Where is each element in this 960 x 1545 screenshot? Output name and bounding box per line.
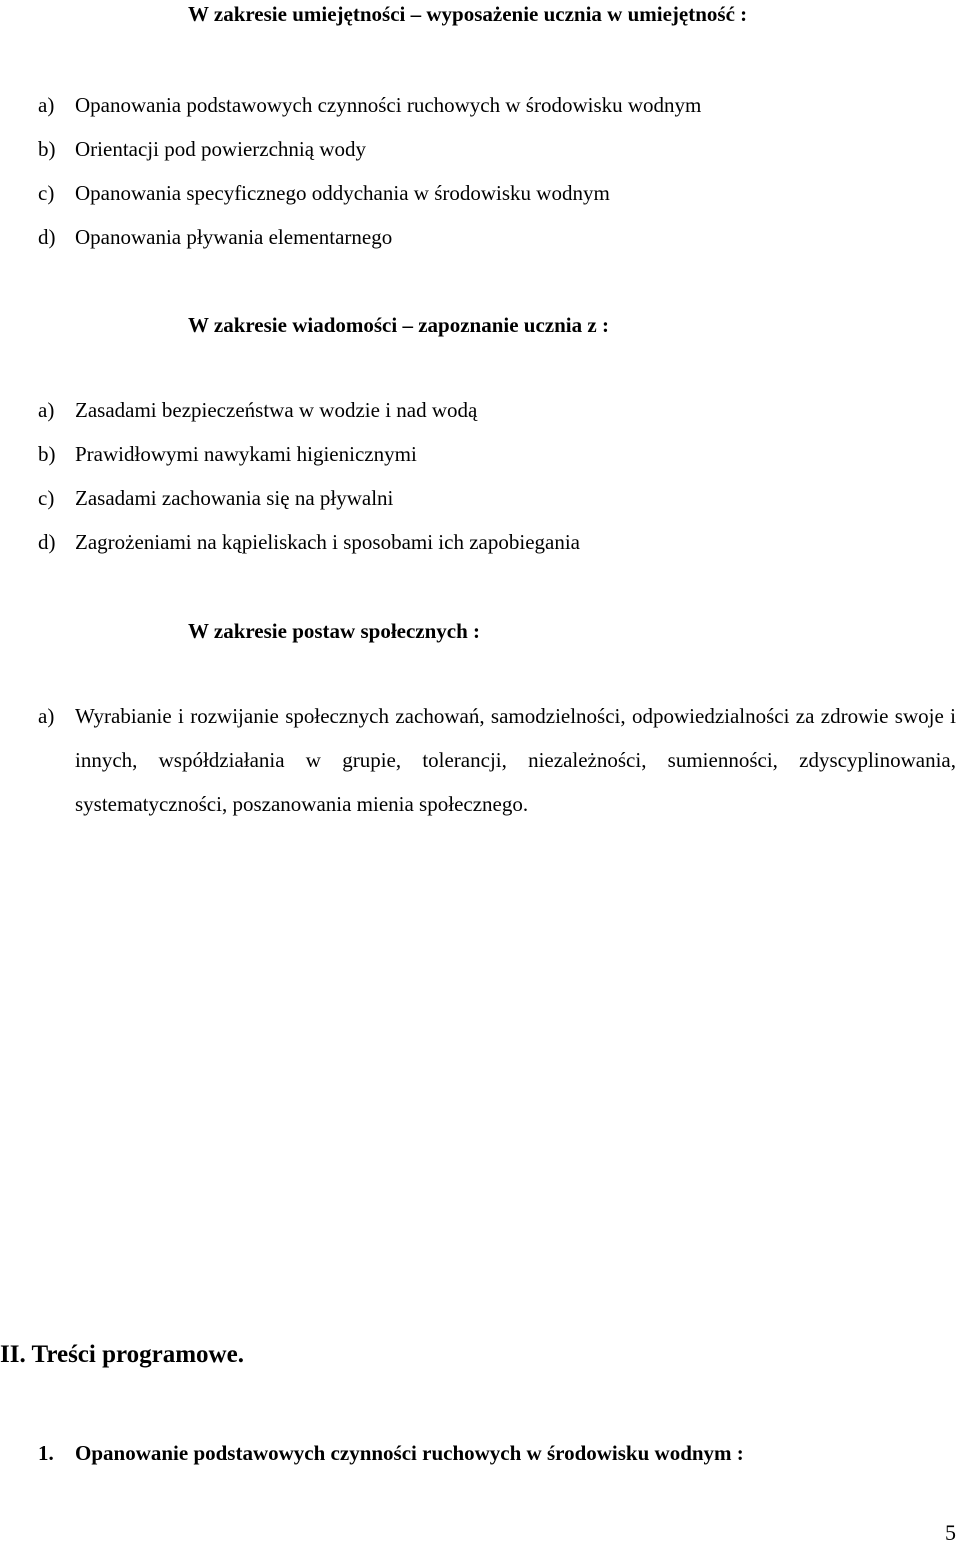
list-item [38,694,956,826]
subsection-number: 1. [38,1441,54,1465]
attitudes-heading: W zakresie postaw społecznych : [188,619,481,643]
list-item-text: Prawidłowymi nawykami higienicznymi [75,442,417,466]
list-marker: d) [38,225,56,249]
list-item-text: Zagrożeniami na kąpieliskach i sposobami ich zapobiegania [75,530,580,554]
skills-heading: W zakresie umiejętności – wyposażenie ucznia w umiejętność : [188,2,748,26]
list-marker: b) [38,442,56,466]
list-item-text: Wyrabianie i rozwijanie społecznych zachowań, samodzielności, odpowiedzialności za zdrowie swoje i innych, współdziałania w grupie, tolerancji, niezależności, sumienności, zdyscyplinowania, systematyczności, poszanowania mienia społecznego. [75,704,956,816]
list-item-text: Opanowania podstawowych czynności ruchowych w środowisku wodnym [75,93,702,117]
list-item-text: Opanowania pływania elementarnego [75,225,393,249]
list-marker: d) [38,530,56,554]
knowledge-heading: W zakresie wiadomości – zapoznanie ucznia z : [188,313,609,337]
list-marker: a) [38,704,55,728]
list-marker: c) [38,486,55,510]
subsection-text: Opanowanie podstawowych czynności ruchowych w środowisku wodnym : [75,1441,744,1465]
section-title: II. Treści programowe. [0,1341,244,1368]
page-number: 5 [945,1520,956,1545]
list-marker: c) [38,181,55,205]
list-marker: a) [38,398,55,422]
list-item-text: Opanowania specyficznego oddychania w środowisku wodnym [75,181,610,205]
list-item-text: Orientacji pod powierzchnią wody [75,137,366,161]
list-marker: a) [38,93,55,117]
list-item-text: Zasadami zachowania się na pływalni [75,486,394,510]
list-marker: b) [38,137,56,161]
list-item-text: Zasadami bezpieczeństwa w wodzie i nad wodą [75,398,478,422]
